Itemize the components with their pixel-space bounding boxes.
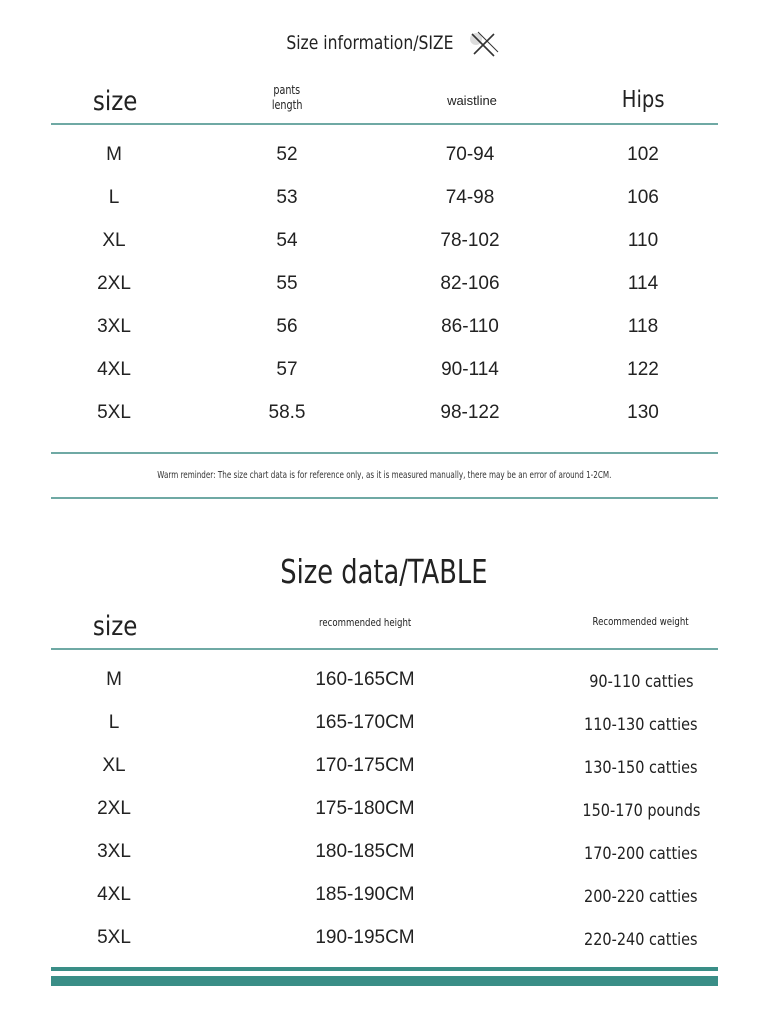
cell-waistline: 82-106 [440,273,500,294]
cell-size: XL [102,230,126,251]
cell-waistline: 78-102 [440,230,500,251]
cell-pants-length: 57 [276,359,298,380]
cell-recommended-weight [566,758,716,778]
cell-waistline: 98-122 [440,402,500,423]
cell-size: 4XL [97,359,131,380]
cell-waistline: 74-98 [445,187,495,208]
cell-recommended-weight [566,672,716,692]
cell-waistline: 90-114 [441,359,499,380]
header-pants-length-line2: length [271,98,303,112]
cell-pants-length: 52 [276,144,298,165]
cell-hips: 118 [627,316,659,337]
cell-size: M [106,669,122,690]
cell-size: 3XL [97,841,131,862]
cell-recommended-height: 165-170CM [315,712,415,733]
cell-recommended-weight [566,801,716,821]
cell-recommended-weight-text: 130-150 catties [584,758,698,778]
cell-recommended-weight [566,887,716,907]
cell-recommended-weight-text: 170-200 catties [584,844,698,864]
cell-pants-length: 53 [276,187,298,208]
cell-recommended-weight [566,844,716,864]
cell-size: XL [102,755,126,776]
crossed-x-logo-icon [468,30,500,58]
cell-size: 2XL [97,798,131,819]
cell-recommended-weight-text: 110-130 catties [584,715,698,735]
cell-recommended-height: 185-190CM [315,884,415,905]
cell-recommended-height: 175-180CM [315,798,415,819]
header-size-label: size [92,86,138,117]
cell-hips: 114 [627,273,659,294]
cell-hips: 110 [627,230,659,251]
header-waistline-label: waistline [447,93,497,108]
header-waistline [412,93,532,108]
cell-recommended-weight [566,715,716,735]
cell-recommended-weight-text: 150-170 pounds [581,801,700,821]
header2-size-label: size [92,611,138,642]
cell-size: 5XL [97,402,131,423]
cell-hips: 102 [627,144,659,165]
size-data-title-text: Size data/TABLE [280,552,488,591]
header-pants-length [237,83,337,113]
cell-hips: 130 [627,402,659,423]
header-hips-label: Hips [621,87,665,113]
header-hips [588,86,698,113]
note-bottom-divider [51,497,718,499]
cell-size: 4XL [97,884,131,905]
header-recommended-weight [571,615,711,628]
cell-waistline: 86-110 [441,316,499,337]
cell-size: M [106,144,122,165]
cell-recommended-height: 180-185CM [315,841,415,862]
cell-size: 3XL [97,316,131,337]
size-information-title-text: Size information/SIZE [286,32,454,55]
cell-size: L [108,187,120,208]
header-recommended-height [285,616,445,629]
cell-hips: 122 [627,359,659,380]
cell-waistline: 70-94 [445,144,495,165]
cell-recommended-weight [566,930,716,950]
cell-recommended-weight-text: 90-110 catties [588,672,694,692]
cell-recommended-height: 190-195CM [315,927,415,948]
header-recommended-weight-label: Recommended weight [592,615,690,628]
header-size [60,86,170,117]
bottom-thin-bar [51,967,718,971]
cell-hips: 106 [627,187,659,208]
cell-size: 5XL [97,927,131,948]
cell-recommended-height: 160-165CM [315,669,415,690]
cell-pants-length: 54 [276,230,298,251]
header-divider [51,123,718,125]
cell-size: L [108,712,120,733]
header2-size [60,611,170,642]
bottom-thick-bar [51,976,718,986]
cell-recommended-weight-text: 200-220 catties [584,887,698,907]
cell-pants-length: 58.5 [268,402,306,423]
warm-reminder-text: Warm reminder: The size chart data is for reference only, as it is measured manually, there may be an error of around 1-2CM. [157,470,612,481]
warm-reminder-note [51,470,718,481]
size-data-title [0,552,768,591]
header-recommended-height-label: recommended height [318,616,412,629]
size-information-title [0,30,768,58]
note-top-divider [51,452,718,454]
cell-size: 2XL [97,273,131,294]
cell-pants-length: 56 [276,316,298,337]
header-pants-length-line1: pants [273,83,301,97]
cell-recommended-weight-text: 220-240 catties [584,930,698,950]
cell-pants-length: 55 [276,273,298,294]
header2-divider [51,648,718,650]
cell-recommended-height: 170-175CM [315,755,415,776]
